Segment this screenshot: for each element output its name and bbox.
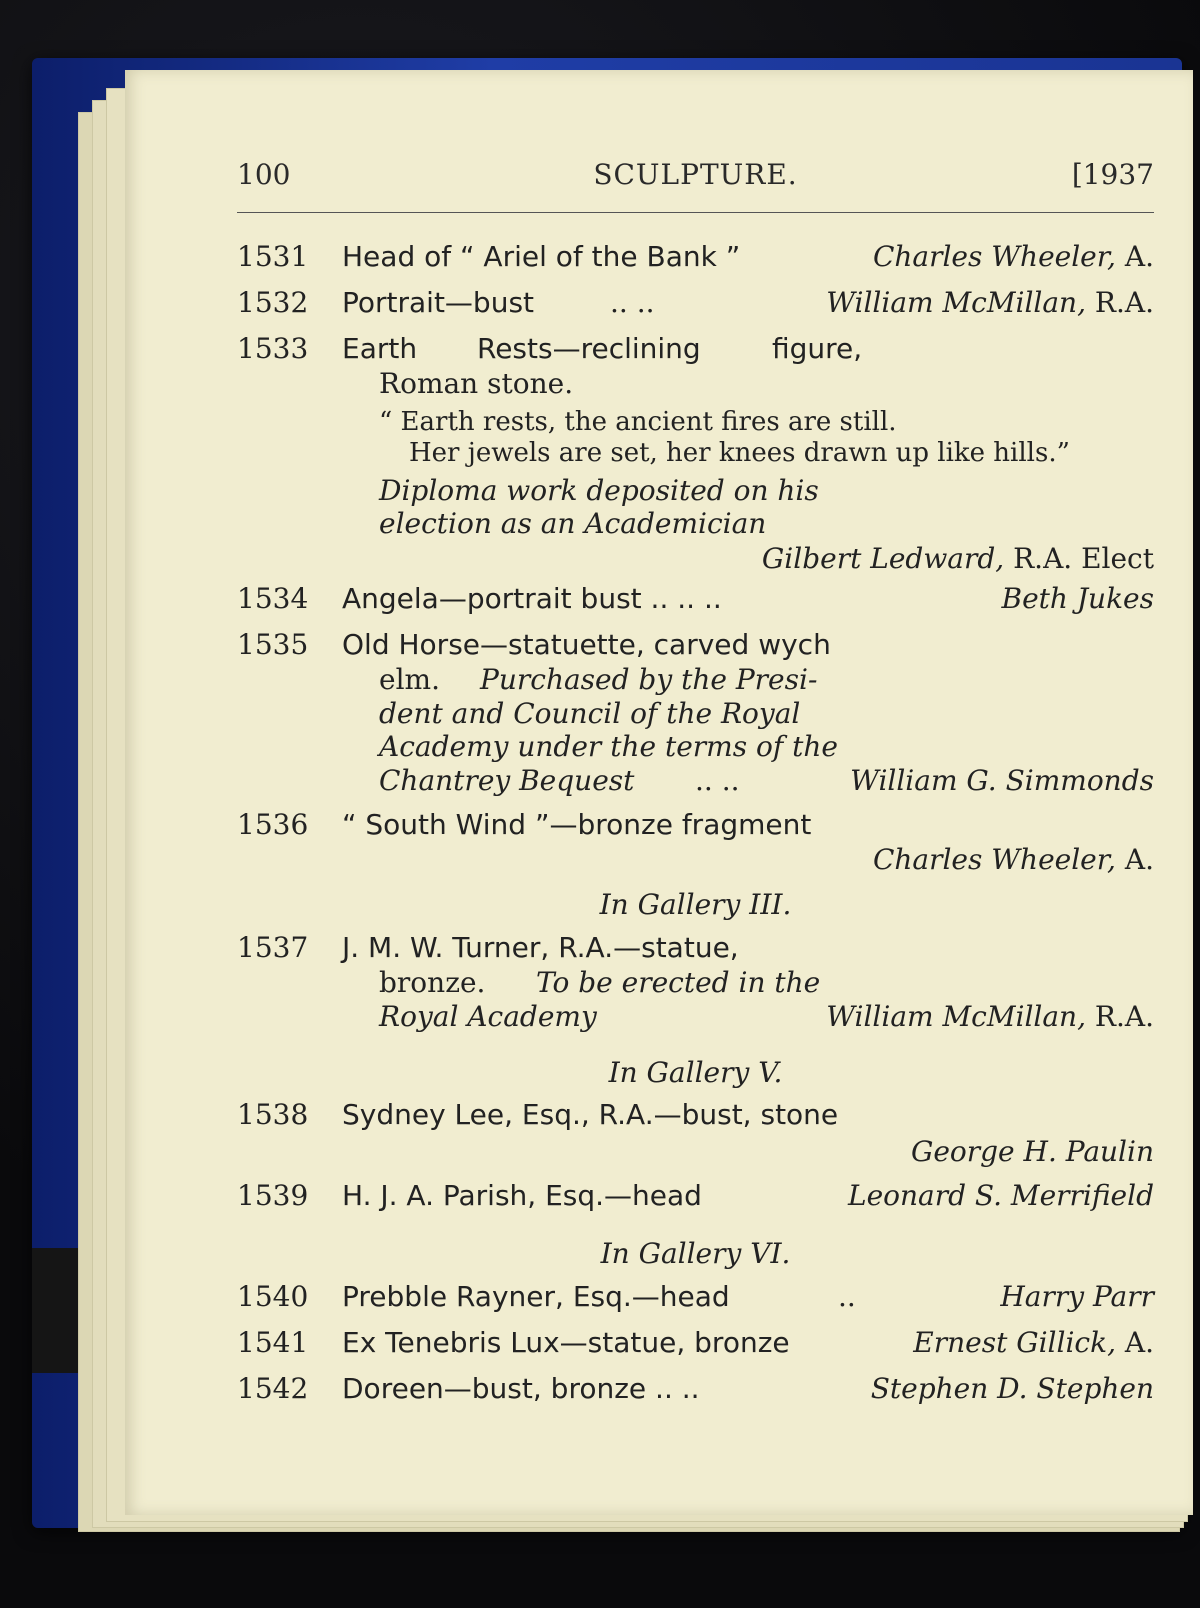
work-note: Diploma work deposited on his xyxy=(379,474,819,507)
running-head xyxy=(237,158,1154,198)
work-title: Sydney Lee, Esq., R.A.—bust, stone xyxy=(342,1098,839,1131)
quotation-line: Her jewels are set, her knees drawn up like hills.” xyxy=(409,438,1070,468)
artist-name: Beth Jukes xyxy=(1001,582,1154,615)
catalogue-number: 1538 xyxy=(237,1098,309,1131)
work-note: election as an Academician xyxy=(379,507,767,540)
leader-dots: .. .. xyxy=(695,764,740,797)
catalogue-number: 1533 xyxy=(237,332,309,365)
work-note: Academy under the terms of the xyxy=(379,730,838,763)
artist-rank: A. xyxy=(1115,843,1154,876)
work-title-part: Earth xyxy=(342,332,418,365)
artist-rank: R.A. xyxy=(1085,286,1154,319)
work-title: Old Horse—statuette, carved wych xyxy=(342,628,831,661)
catalogue-number: 1539 xyxy=(237,1179,309,1212)
work-title-part: Rests—reclining xyxy=(477,332,701,365)
gallery-heading: In Gallery VI. xyxy=(600,1237,791,1270)
artist-name: Stephen D. Stephen xyxy=(870,1372,1154,1405)
work-title: Head of “ Ariel of the Bank ” xyxy=(342,240,741,273)
artist-name xyxy=(872,843,1154,876)
work-title: Prebble Rayner, Esq.—head xyxy=(342,1280,730,1313)
leader-dots: .. xyxy=(838,1280,856,1313)
catalogue-number: 1534 xyxy=(237,582,309,615)
work-note: Chantrey Bequest xyxy=(379,764,635,797)
work-title-part: figure, xyxy=(772,332,863,365)
work-title: Portrait—bust xyxy=(342,286,535,319)
work-title: H. J. A. Parish, Esq.—head xyxy=(342,1179,702,1212)
catalogue-number: 1541 xyxy=(237,1326,309,1359)
artist-italic: William McMillan, xyxy=(826,286,1086,319)
catalogue-number: 1542 xyxy=(237,1372,309,1405)
work-material: bronze. xyxy=(379,966,486,999)
artist-rank: R.A. xyxy=(1085,1000,1154,1033)
page-number: 100 xyxy=(237,158,291,191)
artist-name xyxy=(872,240,1154,273)
artist-name: Leonard S. Merrifield xyxy=(847,1179,1154,1212)
work-note: Purchased by the Presi- xyxy=(480,663,818,696)
gallery-heading: In Gallery III. xyxy=(599,888,792,921)
work-note: Royal Academy xyxy=(379,1000,597,1033)
work-title: J. M. W. Turner, R.A.—statue, xyxy=(342,931,739,964)
year-marker: [1937 xyxy=(1071,158,1154,191)
header-rule xyxy=(237,212,1154,213)
artist-italic: Charles Wheeler, xyxy=(872,240,1116,273)
artist-name xyxy=(761,542,1154,575)
work-title: “ South Wind ”—bronze fragment xyxy=(342,808,812,841)
artist-name: George H. Paulin xyxy=(910,1135,1154,1168)
section-title: SCULPTURE. xyxy=(593,158,798,191)
artist-name xyxy=(913,1326,1154,1359)
work-note: To be erected in the xyxy=(536,966,821,999)
artist-name: Harry Parr xyxy=(1000,1280,1154,1313)
work-material: elm. xyxy=(379,663,440,696)
catalogue-number: 1537 xyxy=(237,931,309,964)
leader-dots: .. .. xyxy=(610,286,655,319)
work-material: Roman stone. xyxy=(379,367,574,400)
catalogue-number: 1531 xyxy=(237,240,309,273)
artist-italic: Gilbert Ledward, xyxy=(761,542,1005,575)
artist-italic: William McMillan, xyxy=(826,1000,1086,1033)
artist-italic: Ernest Gillick, xyxy=(913,1326,1116,1359)
artist-name: William G. Simmonds xyxy=(850,764,1154,797)
work-title: Ex Tenebris Lux—statue, bronze xyxy=(342,1326,790,1359)
work-title: Doreen—bust, bronze .. .. xyxy=(342,1372,700,1405)
quotation-line: “ Earth rests, the ancient fires are still. xyxy=(379,407,897,437)
work-note: dent and Council of the Royal xyxy=(379,697,801,730)
catalogue-number: 1536 xyxy=(237,808,309,841)
artist-rank: A. xyxy=(1115,240,1154,273)
artist-name xyxy=(826,1000,1154,1033)
catalogue-number: 1540 xyxy=(237,1280,309,1313)
artist-rank: R.A. Elect xyxy=(1004,542,1154,575)
artist-name xyxy=(826,286,1154,319)
catalogue-number: 1532 xyxy=(237,286,309,319)
artist-italic: Charles Wheeler, xyxy=(872,843,1116,876)
work-title: Angela—portrait bust .. .. .. xyxy=(342,582,722,615)
artist-rank: A. xyxy=(1115,1326,1154,1359)
gallery-heading: In Gallery V. xyxy=(608,1056,783,1089)
catalogue-number: 1535 xyxy=(237,628,309,661)
